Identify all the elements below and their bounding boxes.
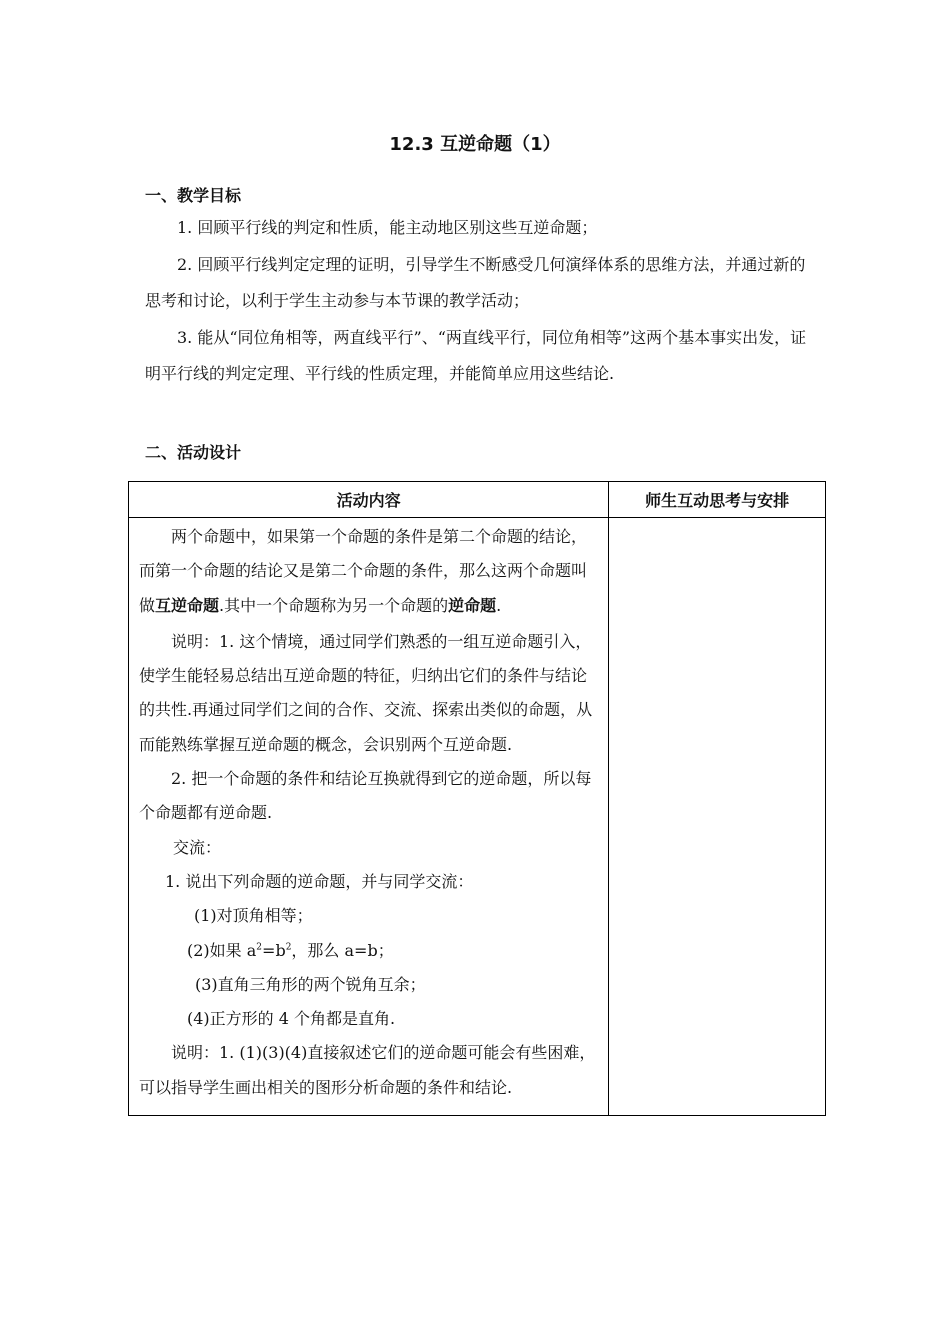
definition-paragraph — [139, 520, 600, 623]
header-interaction: 师生互动思考与安排 — [609, 482, 826, 518]
definition-text: 两个命题中，如果第一个命题的条件是第二个命题的结论，而第一个命题的结论又是第二个命题的条件，那么这两个命题叫做 — [139, 527, 588, 615]
exponent: 2 — [285, 942, 292, 953]
note-1: 说明：1. 这个情境，通过同学们熟悉的一组互逆命题引入，使学生能轻易总结出互逆命题的特征，归纳出它们的条件与结论的共性.再通过同学们之间的合作、交流、探索出类似的命题，从而能熟练掌握互逆命题的概念，会识别两个互逆命题. — [139, 631, 593, 754]
header-activity-content: 活动内容 — [129, 482, 609, 518]
item-2-text: ，那么 a=b； — [291, 940, 394, 960]
exchange-label: 交流： — [173, 837, 222, 857]
section-heading-activity: 二、活动设计 — [145, 443, 242, 462]
item-1: (1)对顶角相等； — [194, 906, 313, 926]
exponent: 2 — [256, 942, 263, 953]
activity-content-cell — [129, 518, 609, 1116]
item-3: (3)直角三角形的两个锐角互余； — [195, 974, 426, 994]
note-2: 2. 把一个命题的条件和结论互换就得到它的逆命题，所以每个命题都有逆命题. — [139, 769, 592, 823]
term-mutual-converse: 互逆命题 — [155, 595, 220, 615]
document-title: 12.3 互逆命题（1） — [389, 134, 561, 155]
definition-text: .其中一个命题称为另一个命题的 — [219, 595, 449, 615]
item-4: (4)正方形的 4 个角都是直角. — [187, 1009, 396, 1029]
item-2-text: =b — [262, 940, 286, 960]
goal-2: 2. 回顾平行线判定定理的证明，引导学生不断感受几何演绎体系的思维方法，并通过新的思考和讨论，以利于学生主动参与本节课的教学活动； — [145, 255, 806, 310]
table-header-row — [129, 482, 826, 518]
interaction-cell — [609, 518, 826, 1116]
section-heading-goals: 一、教学目标 — [145, 186, 242, 205]
table-row — [129, 518, 826, 1116]
item-2-text: (2)如果 a — [187, 940, 257, 960]
definition-text: . — [496, 595, 502, 615]
task-1: 1. 说出下列命题的逆命题，并与同学交流： — [165, 871, 474, 891]
activity-table — [128, 481, 826, 1116]
goal-1: 1. 回顾平行线的判定和性质，能主动地区别这些互逆命题； — [177, 218, 598, 237]
item-2 — [139, 934, 600, 968]
term-converse: 逆命题 — [448, 595, 497, 615]
note-3: 说明：1. (1)(3)(4)直接叙述它们的逆命题可能会有些困难，可以指导学生画出相关的图形分析命题的条件和结论. — [139, 1043, 596, 1097]
goal-3: 3. 能从“同位角相等，两直线平行”、“两直线平行，同位角相等”这两个基本事实出发，证明平行线的判定定理、平行线的性质定理，并能简单应用这些结论. — [145, 328, 807, 383]
